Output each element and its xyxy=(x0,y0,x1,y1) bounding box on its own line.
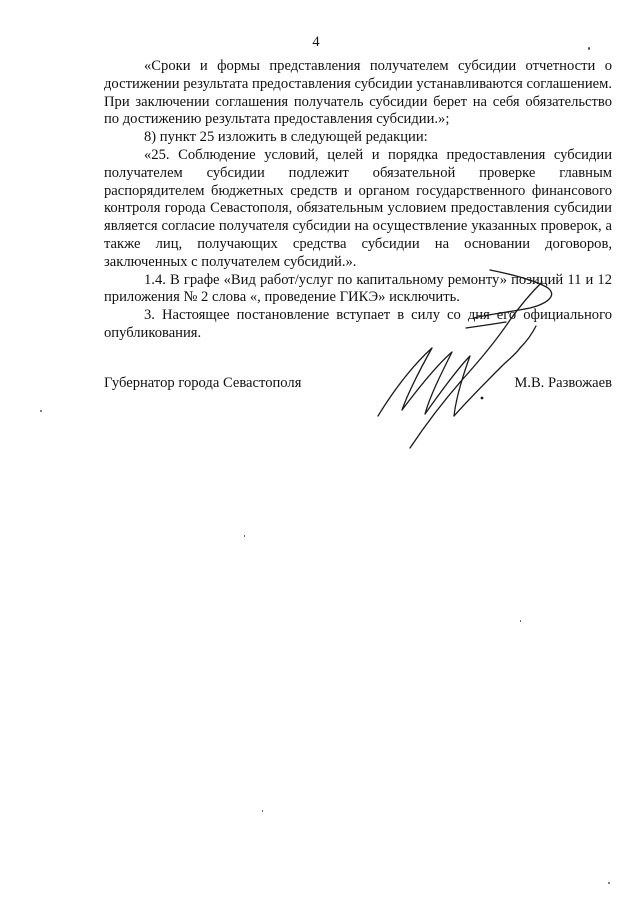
paragraph-clause-25: «25. Соблюдение условий, целей и порядка предоставления субсидии получателем субсидии подлежит обязательной проверке главным распорядителем бюджетных средств и органом государственного финансового контроля города Севастополя, обязательным условием предоставления субсидии является согласие получателя субсидии на осуществление указанных проверок, а также лиц, получающих средства субсидии на основании договоров, заключенных с получателем субсидий.». xyxy=(104,146,612,270)
page-number: 4 xyxy=(312,34,320,50)
paragraph-effective-date: 3. Настоящее постановление вступает в силу со дня его официального опубликования. xyxy=(104,307,612,341)
scan-speck xyxy=(40,410,42,412)
scan-speck xyxy=(262,810,263,812)
paragraph-item-8: 8) пункт 25 изложить в следующей редакции: xyxy=(144,129,428,146)
scan-speck xyxy=(520,620,521,622)
paragraph-reporting-terms: «Сроки и формы представления получателем субсидии отчетности о достижении результата предоставления субсидии устанавливаются соглашением. При заключении соглашения получатель субсидии берет на себя обязательство по достижению результата предоставления субсидии.»; xyxy=(104,58,612,128)
paragraph-item-1-4: 1.4. В графе «Вид работ/услуг по капитальному ремонту» позиций 11 и 12 приложения № 2 слова «, проведение ГИКЭ» исключить. xyxy=(104,271,612,306)
signatory-title: Губернатор города Севастополя xyxy=(104,375,302,391)
signatory-name: М.В. Развожаев xyxy=(514,375,612,391)
scan-speck xyxy=(608,882,610,884)
scan-speck xyxy=(588,47,590,50)
scan-speck xyxy=(244,535,245,537)
handwritten-signature-icon xyxy=(370,268,570,458)
